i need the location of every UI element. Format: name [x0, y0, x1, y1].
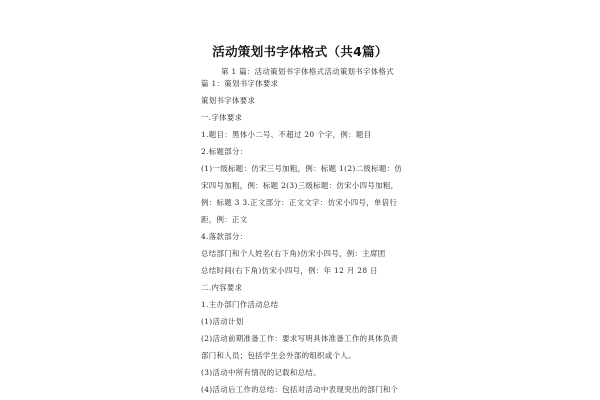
text-line: 总结部门和个人姓名(右下角)仿宋小四号，例：主席团 — [201, 249, 386, 259]
text-line: 4.落款部分： — [201, 232, 248, 242]
text-line: (4)活动后工作的总结：包括对活动中表现突出的部门和个 — [201, 385, 399, 395]
text-line: 二.内容要求 — [201, 283, 243, 293]
text-line: 一.字体要求 — [201, 113, 243, 123]
text-line: 策划书字体要求 — [201, 96, 256, 106]
text-line: 例：标题 3 3.正文部分：正文文字：仿宋小四号，单倍行 — [201, 198, 398, 208]
text-line: 部门和人员；包括学生会外部的组织或个人。 — [201, 351, 356, 361]
text-line: (2)活动前期准备工作：要求写明具体准备工作的具体负责 — [201, 334, 399, 344]
text-line: 第 1 篇：活动策划书字体格式活动策划书字体格式 — [221, 67, 395, 76]
document-body — [201, 66, 411, 397]
document-title: 活动策划书字体格式（共4篇） — [212, 44, 388, 59]
text-line: 1.主办部门作活动总结 — [201, 300, 279, 310]
text-line: (3)活动中所有情况的记载和总结。 — [201, 368, 321, 378]
text-line: 2.标题部分： — [201, 147, 248, 157]
text-line: 篇 1：策划书字体要求 — [201, 79, 279, 89]
text-line: 1.题目：黑体小二号、不超过 20 个字，例：题目 — [201, 130, 372, 140]
text-line: 宋四号加粗，例：标题 2(3)三级标题：仿宋小四号加粗， — [201, 181, 399, 191]
text-line: (1)一级标题：仿宋三号加粗，例：标题 1(2)二级标题：仿 — [201, 164, 403, 174]
text-line: 距，例：正文 — [201, 215, 248, 225]
text-line: 总结时间(右下角)仿宋小四号，例：年 12 月 28 日 — [201, 266, 378, 276]
text-line: (1)活动计划 — [201, 317, 244, 327]
